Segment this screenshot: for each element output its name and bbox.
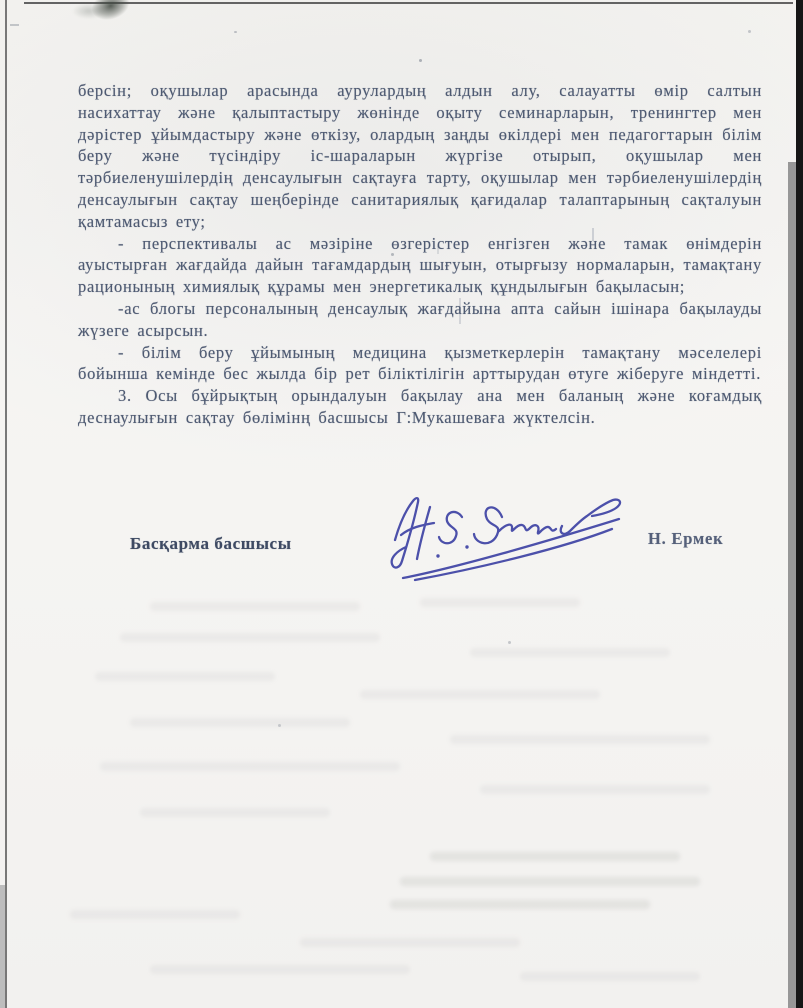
scan-left-edge-shadow [0,885,5,1008]
signer-position-title: Басқарма басшысы [130,534,292,553]
bleedthrough-smudge [420,598,580,607]
paragraph-list-item: - білім беру ұйымының медицина қызметкерлерін тамақтану мәселелері бойынша кемінде бес жылда бір рет біліктілігін арттырудан өтуге жіберуге міндетті. [78,342,762,384]
bleedthrough-smudge [480,785,710,794]
bleedthrough-smudge [400,877,700,886]
handwritten-signature [385,476,650,588]
scan-right-edge-strip [796,0,803,1008]
bleedthrough-smudge [140,808,330,817]
scan-speck [234,31,237,33]
bleedthrough-smudge [470,648,670,657]
bleedthrough-smudge [150,602,360,611]
bleedthrough-smudge [360,690,600,699]
scan-speck [748,30,751,33]
paragraph-continuation: берсін; оқушылар арасында аурулардың алдын алу, салауатты өмір салтын насихаттау және қалыптастыру жөнінде оқыту семинарларын, тренингтер мен дәрістер ұйымдастыру және өткізу, олардың заңды өкілдері мен педагогтарын білім беру және түсіндіру іс-шараларын жүргізе отырып, оқушылар мен тәрбиеленушілердің денсаулығын сақтауға тарту, оқушылар мен тәрбиеленушілердің денсаулығын сақтау шеңберінде санитариялық қағидалар талаптарының сақталуын қамтамасыз ету; [78,81,762,231]
scan-mark [10,24,19,26]
scan-speck [419,59,422,62]
bleedthrough-smudge [120,633,380,642]
bleedthrough-smudge [430,852,680,861]
paragraph-list-item: - перспективалы ас мәзіріне өзгерістер енгізген және тамак өнімдерін ауыстырған жағдайда дайын тағамдардың шығуын, отырғызу нормаларын, тамақтану рационының химиялық құрамы мен энергетикалық құндылығын бақыласын; [78,233,762,297]
bleedthrough-smudge [130,718,350,727]
scan-left-edge-line [5,0,7,1008]
paragraph-list-item: -ас блогы персоналының денсаулық жағдайына апта сайын ішінара бақылауды жүзеге асырсын. [78,298,762,340]
bleedthrough-smudge [520,972,700,981]
bleedthrough-smudge [150,965,410,974]
scan-speck [508,641,511,644]
bleedthrough-smudge [300,938,520,947]
bleedthrough-smudge [95,672,275,681]
bleedthrough-smudge [70,910,240,919]
bleedthrough-smudge [100,762,400,771]
scan-top-edge-line [24,2,793,4]
paragraph-item-3: 3. Осы бұйрықтың орындалуын бақылау ана мен баланың және коғамдық деснаулығын сақтау бөлімінң басшысы Г:Мукашеваға жүктелсін. [78,386,762,427]
signer-name: Н. Ермек [648,529,724,548]
bleedthrough-smudge [450,735,710,744]
scan-smudge [89,0,133,24]
scan-right-edge-shadow [788,162,796,1008]
bleedthrough-smudge [390,900,650,909]
document-body [78,80,762,429]
